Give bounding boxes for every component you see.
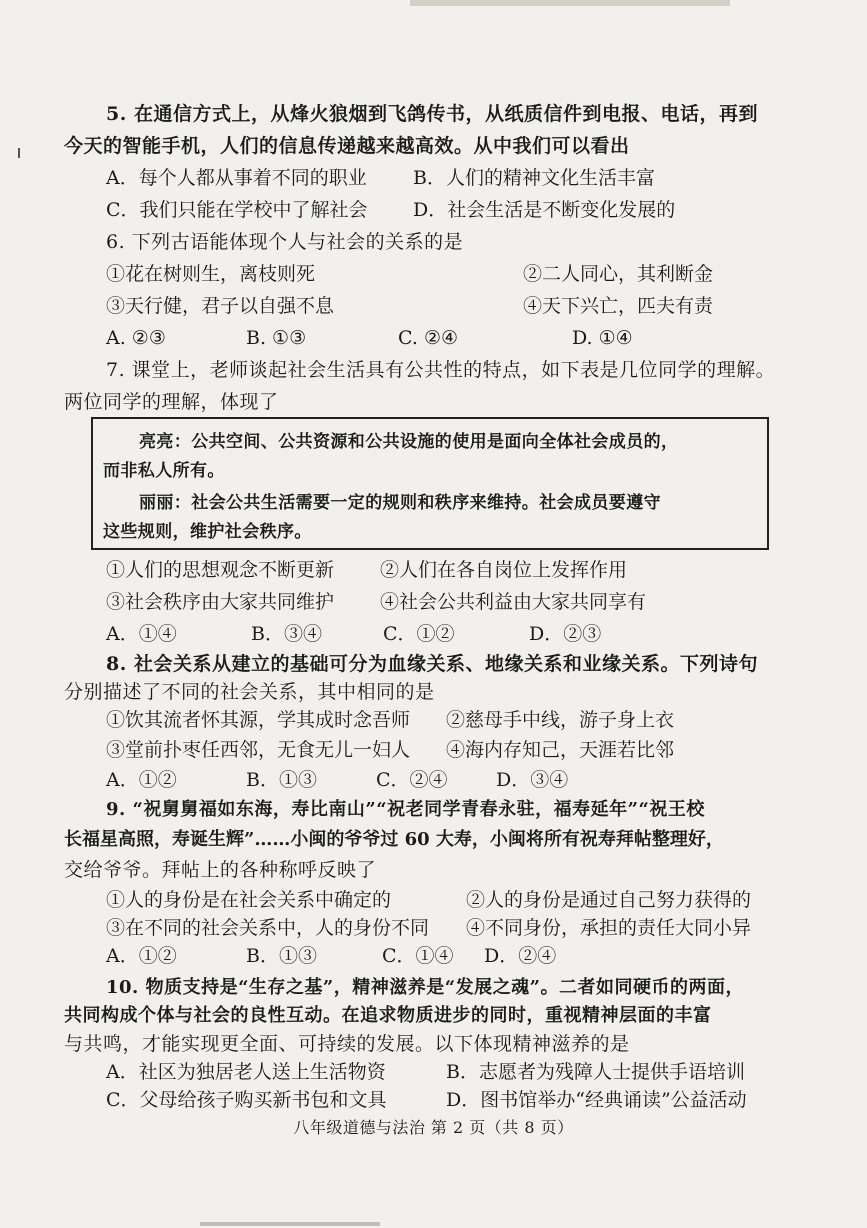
q7-box-liangliang-1: 亮亮：公共空间、公共资源和公共设施的使用是面向全体社会成员的，	[139, 432, 679, 452]
q10-stem-line1: 10. 物质支持是“生存之基”，精神滋养是“发展之魂”。二者如同硬币的两面，	[106, 977, 744, 998]
q9-stem-line1: 9. “祝舅舅福如东海，寿比南山”“祝老同学青春永驻，福寿延年”“祝王校	[106, 799, 705, 820]
q8-option-b: B．①③	[246, 769, 317, 791]
q7-option-c: C．①②	[383, 623, 455, 645]
q5-stem-line1: 5. 在通信方式上，从烽火狼烟到飞鸽传书，从纸质信件到电报、电话，再到	[106, 103, 758, 125]
q6-option-d: D. ①④	[572, 327, 633, 349]
q7-stem-line1: 7. 课堂上，老师谈起社会生活具有公共性的特点，如下表是几位同学的理解。	[106, 359, 776, 381]
q8-option-c: C．②④	[376, 769, 448, 791]
q10-option-c: C．父母给孩子购买新书包和文具	[106, 1089, 387, 1111]
q10-option-b: B．志愿者为残障人士提供手语培训	[446, 1061, 745, 1083]
q7-item-3: ③社会秩序由大家共同维护	[106, 591, 335, 613]
q8-option-a: A．①②	[106, 769, 177, 791]
q8-item-1: ①饮其流者怀其源，学其成时念吾师	[106, 709, 411, 731]
q9-option-d: D．②④	[484, 945, 557, 967]
q7-item-4: ④社会公共利益由大家共同享有	[380, 591, 647, 613]
q9-option-a: A．①②	[106, 945, 177, 967]
scan-mark	[18, 148, 20, 158]
q7-box-liangliang-2: 而非私人所有。	[103, 461, 225, 481]
q9-item-2: ②人的身份是通过自己努力获得的	[466, 889, 752, 911]
q7-stem-line2: 两位同学的理解，体现了	[64, 391, 279, 413]
q9-item-3: ③在不同的社会关系中，人的身份不同	[106, 917, 430, 939]
q10-stem-line3: 与共鸣，才能实现更全面、可持续的发展。以下体现精神滋养的是	[64, 1033, 630, 1055]
q5-option-d: D．社会生活是不断变化发展的	[413, 199, 676, 221]
q9-option-b: B．①③	[246, 945, 317, 967]
q6-item-3: ③天行健，君子以自强不息	[106, 295, 335, 317]
q8-stem-line2: 分别描述了不同的社会关系，其中相同的是	[64, 681, 435, 703]
q6-item-2: ②二人同心，其利断金	[523, 263, 714, 285]
q8-item-3: ③堂前扑枣任西邻，无食无儿一妇人	[106, 739, 411, 761]
q7-option-a: A．①④	[106, 623, 177, 645]
q10-option-d: D．图书馆举办“经典诵读”公益活动	[446, 1089, 747, 1111]
page-footer: 八年级道德与法治 第 2 页（共 8 页）	[293, 1118, 574, 1137]
q9-item-1: ①人的身份是在社会关系中确定的	[106, 889, 392, 911]
q6-option-a: A. ②③	[106, 327, 166, 349]
q5-option-b: B．人们的精神文化生活丰富	[413, 167, 655, 189]
scan-edge-top	[410, 0, 730, 6]
q7-item-2: ②人们在各自岗位上发挥作用	[380, 559, 628, 581]
q10-stem-line2: 共同构成个体与社会的良性互动。在追求物质进步的同时，重视精神层面的丰富	[64, 1005, 712, 1026]
q6-item-1: ①花在树则生，离枝则死	[106, 263, 316, 285]
q6-option-b: B. ①③	[246, 327, 307, 349]
q7-quote-box	[91, 417, 769, 550]
q7-item-1: ①人们的思想观念不断更新	[106, 559, 335, 581]
q5-option-c: C．我们只能在学校中了解社会	[106, 199, 368, 221]
q7-option-b: B．③④	[251, 623, 322, 645]
q5-stem-line2: 今天的智能手机，人们的信息传递越来越高效。从中我们可以看出	[64, 135, 630, 157]
q7-box-lili-2: 这些规则，维护社会秩序。	[103, 522, 312, 542]
q6-stem: 6. 下列古语能体现个人与社会的关系的是	[106, 231, 464, 253]
q9-option-c: C．①④	[382, 945, 454, 967]
q9-stem-line2: 长福星高照，寿诞生辉”……小闽的爷爷过 60 大寿，小闽将所有祝寿拜帖整理好，	[64, 829, 724, 850]
q7-option-d: D．②③	[529, 623, 602, 645]
q9-stem-line3: 交给爷爷。拜帖上的各种称呼反映了	[64, 859, 377, 881]
q5-option-a: A．每个人都从事着不同的职业	[106, 167, 367, 189]
q6-item-4: ④天下兴亡，匹夫有责	[523, 295, 714, 317]
q10-option-a: A．社区为独居老人送上生活物资	[106, 1061, 386, 1083]
q8-item-4: ④海内存知己，天涯若比邻	[446, 739, 675, 761]
q9-item-4: ④不同身份，承担的责任大同小异	[466, 917, 752, 939]
q7-box-lili-1: 丽丽：社会公共生活需要一定的规则和秩序来维持。社会成员要遵守	[139, 493, 661, 513]
q6-option-c: C. ②④	[398, 327, 459, 349]
scan-edge-bottom	[200, 1222, 380, 1226]
q8-stem-line1: 8. 社会关系从建立的基础可分为血缘关系、地缘关系和业缘关系。下列诗句	[106, 653, 758, 675]
q8-option-d: D．③④	[496, 769, 569, 791]
q8-item-2: ②慈母手中线，游子身上衣	[446, 709, 675, 731]
